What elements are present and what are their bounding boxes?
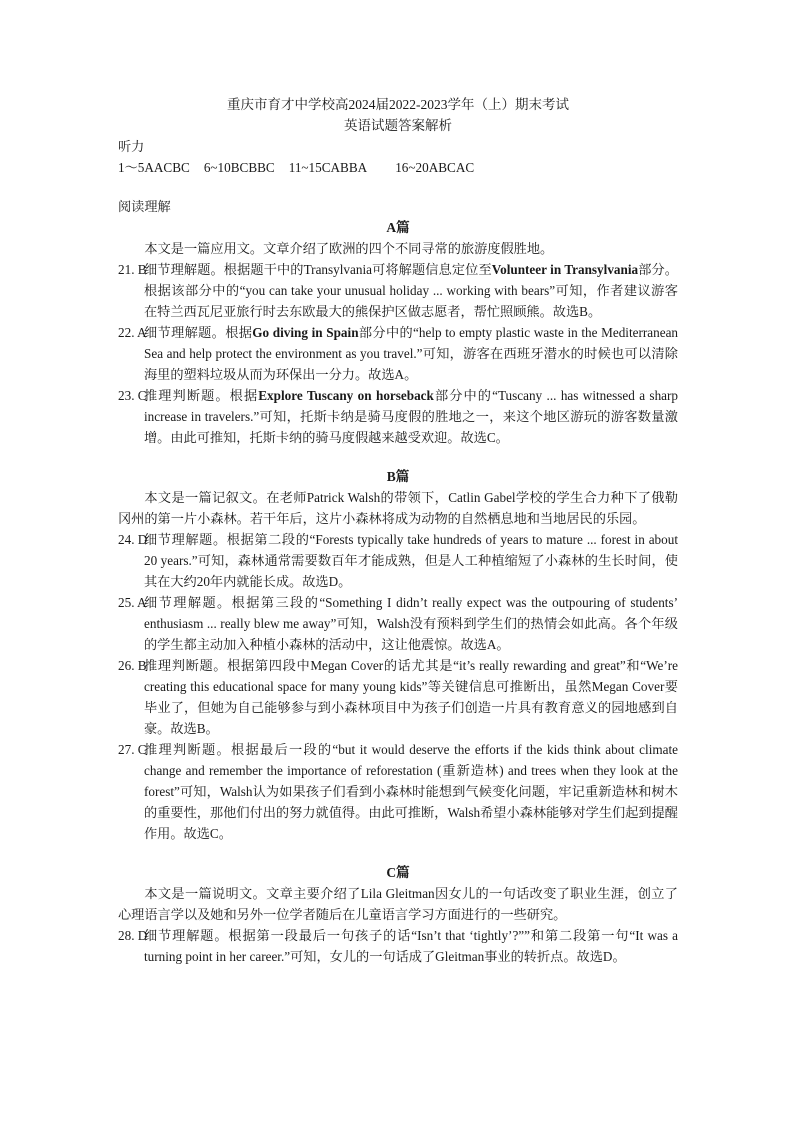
item-explanation: 细节理解题。根据第一段最后一句孩子的话“Isn’t that ‘tightly’?””和第二段第一句“It was a turning point in her career.”可知，女儿的一句话成了Gleitman事业的转折点。故选D。 — [144, 928, 678, 964]
item-keyword: Explore Tuscany on horseback — [258, 388, 434, 403]
item-explanation: 推理判断题。根据最后一段的“but it would deserve the efforts if the kids think about climate change and remember the importance of reforestation (重新造林) and trees when they look at the forest”可知，Walsh认为如果孩子们看到小森林时能想到气候变化问题，牢记重新造林和树木的重要性，那他们付出的努力就值得。由此可推断，Walsh希望小森林能够对学生们起到提醒作用。故选C。 — [144, 742, 678, 841]
answer-item-27 — [118, 739, 678, 844]
item-explanation: 细节理解题。根据第二段的“Forests typically take hundreds of years to mature ... forest in about 20 years.”可知，森林通常需要数百年才能成熟，但是人工种植缩短了小森林的生长时间，使其在大约20年内就能长成。故选D。 — [144, 532, 678, 589]
item-keyword: Go diving in Spain — [252, 325, 359, 340]
reading-label: 阅读理解 — [118, 199, 171, 214]
answer-item-28 — [118, 925, 678, 967]
item-explanation: 推理判断题。根据第四段中Megan Cover的话尤其是“it’s really rewarding and great”和“We’re creating this educational space for many young kids”等关键信息可推断出，虽然Megan Cover要毕业了，但她为自己能够参与到小森林项目中为孩子们创造一片具有教育意义的园地感到自豪。故选B。 — [144, 658, 678, 736]
listening-answer-11-15: 11~15CABBA — [288, 160, 368, 175]
section-a-title: A篇 — [386, 220, 410, 235]
section-a-intro: 本文是一篇应用文。文章介绍了欧洲的四个不同寻常的旅游度假胜地。 — [144, 241, 554, 256]
section-c-title: C篇 — [386, 865, 410, 880]
item-number: 21. B — [118, 262, 147, 277]
item-number: 22. A — [118, 325, 147, 340]
listening-answer-1-5: 1～5AACBC — [118, 160, 190, 175]
section-b-title: B篇 — [386, 469, 410, 484]
section-c-intro: 本文是一篇说明文。文章主要介绍了Lila Gleitman因女儿的一句话改变了职业生涯，创立了心理语言学以及她和另外一位学者随后在儿童语言学习方面进行的一些研究。 — [118, 886, 678, 922]
listening-answer-16-20: 16~20ABCAC — [395, 160, 475, 175]
item-number: 25. A — [118, 595, 147, 610]
listening-answer-6-10: 6~10BCBBC — [203, 160, 275, 175]
item-number: 23. C — [118, 388, 147, 403]
item-number: 26. B — [118, 658, 147, 673]
answer-item-25 — [118, 592, 678, 655]
listening-answers — [118, 157, 678, 178]
item-explanation: 细节理解题。根据第三段的“Something I didn’t really expect was the outpouring of students’ enthusiasm ... really blew me away”可知，Walsh没有预料到学生们的热情会如此高。各个年级的学生都主动加入种植小森林的活动中，这让他震惊。故选A。 — [144, 595, 678, 652]
answer-item-22 — [118, 322, 678, 385]
document-title-line2: 英语试题答案解析 — [344, 118, 452, 133]
item-number: 27. C — [118, 742, 147, 757]
answer-item-26 — [118, 655, 678, 739]
section-b-intro: 本文是一篇记叙文。在老师Patrick Walsh的带领下，Catlin Gabel学校的学生合力种下了俄勒冈州的第一片小森林。若干年后，这片小森林将成为动物的自然栖息地和当地居民的乐园。 — [118, 490, 678, 526]
item-number: 28. D — [118, 928, 148, 943]
item-keyword: Volunteer in Transylvania — [491, 262, 639, 277]
item-number: 24. D — [118, 532, 148, 547]
item-explanation: 细节理解题。根据题干中的Transylvania可将解题信息定位至Volunteer in Transylvania部分。根据该部分中的“you can take your unusual holiday ... working with bears”可知，作者建议游客在特兰西瓦尼亚旅行时去东欧最大的熊保护区做志愿者，帮忙照顾熊。故选B。 — [144, 262, 678, 319]
answer-item-23 — [118, 385, 678, 448]
answer-item-21 — [118, 259, 678, 322]
answer-document — [118, 94, 678, 967]
item-explanation: 推理判断题。根据Explore Tuscany on horseback部分中的“Tuscany ... has witnessed a sharp increase in travelers.”可知，托斯卡纳是骑马度假的胜地之一，来这个地区游玩的游客数量激增。由此可推知，托斯卡纳的骑马度假越来越受欢迎。故选C。 — [144, 388, 679, 445]
document-title-line1: 重庆市育才中学校高2024届2022-2023学年（上）期末考试 — [227, 97, 569, 112]
listening-label: 听力 — [118, 139, 145, 154]
item-explanation: 细节理解题。根据Go diving in Spain部分中的“help to empty plastic waste in the Mediterranean Sea and help protect the environment as you travel.”可知，游客在西班牙潜水的时候也可以清除海里的塑料垃圾从而为环保出一分力。故选A。 — [144, 325, 679, 382]
answer-item-24 — [118, 529, 678, 592]
